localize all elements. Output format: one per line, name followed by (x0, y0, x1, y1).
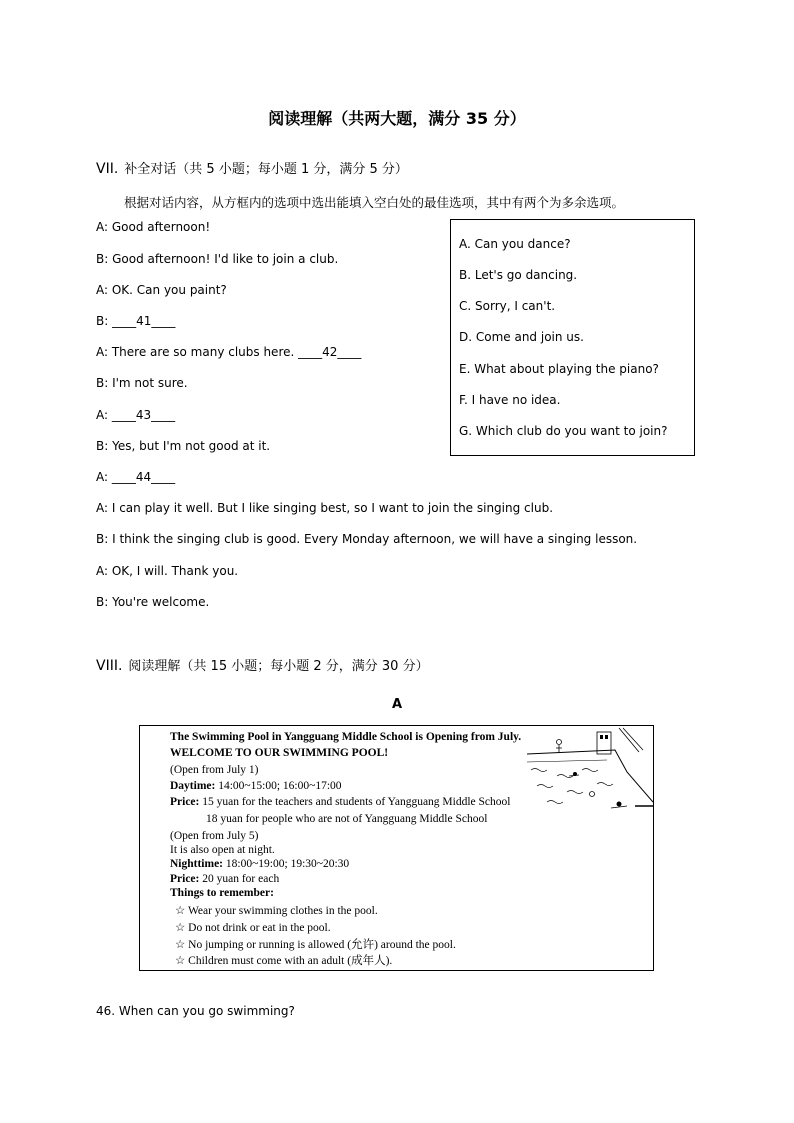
dialogue-line: A: OK. Can you paint? (96, 283, 227, 297)
notice-rule: ☆ Children must come with an adult (成年人). (175, 955, 393, 967)
notice-price-2: 18 yuan for people who are not of Yangguang Middle School (206, 813, 488, 825)
section-7-title: 补全对话（共 5 小题；每小题 1 分，满分 5 分） (124, 162, 408, 177)
section-7-instruction: 根据对话内容，从方框内的选项中选出能填入空白处的最佳选项，其中有两个为多余选项。 (124, 195, 625, 210)
dialogue-line: B: I think the singing club is good. Every Monday afternoon, we will have a singing lesson. (96, 532, 638, 546)
notice-rule: ☆ Wear your swimming clothes in the pool. (175, 905, 378, 917)
passage-label: A (391, 697, 403, 712)
price-label: Price: (170, 796, 200, 808)
dialogue-blank-43: A: ____43____ (96, 408, 176, 422)
dialogue-blank-41: B: ____41____ (96, 314, 176, 328)
swimming-pool-illustration (527, 726, 653, 816)
notice-daytime (170, 780, 342, 792)
notice-headline: The Swimming Pool in Yangguang Middle School is Opening from July. (170, 731, 522, 743)
dialogue-line: B: Good afternoon! I'd like to join a club. (96, 252, 339, 266)
swimming-pool-notice (139, 725, 654, 971)
option-c: C. Sorry, I can't. (459, 299, 556, 313)
nighttime-value: 18:00~19:00; 19:30~20:30 (225, 858, 350, 870)
option-d: D. Come and join us. (459, 330, 584, 344)
price-value-1: 15 yuan for the teachers and students of Yangguang Middle School (202, 796, 511, 808)
nighttime-label: Nighttime: (170, 858, 224, 870)
option-b: B. Let's go dancing. (459, 268, 578, 282)
dialogue-line: B: You're welcome. (96, 595, 210, 609)
section-8-number: VIII. (96, 658, 123, 674)
option-e: E. What about playing the piano? (459, 362, 659, 376)
daytime-value: 14:00~15:00; 16:00~17:00 (218, 780, 342, 792)
dialogue-line: B: I'm not sure. (96, 376, 188, 390)
notice-price-3 (170, 873, 279, 885)
section-8-title: 阅读理解（共 15 小题；每小题 2 分，满分 30 分） (128, 659, 429, 674)
daytime-label: Daytime: (170, 780, 216, 792)
options-box (450, 219, 695, 456)
notice-rule: ☆ Do not drink or eat in the pool. (175, 922, 331, 934)
price-value-3: 20 yuan for each (202, 873, 280, 885)
dialogue-blank-42: A: There are so many clubs here. ____42____ (96, 345, 362, 359)
notice-rule: ☆ No jumping or running is allowed (允许) around the pool. (175, 939, 456, 951)
notice-open-date-2: (Open from July 5) (170, 830, 259, 842)
question-46: 46. When can you go swimming? (96, 1004, 295, 1018)
option-g: G. Which club do you want to join? (459, 424, 668, 438)
notice-welcome: WELCOME TO OUR SWIMMING POOL! (170, 747, 389, 759)
section-8-heading (96, 655, 429, 674)
notice-nighttime (170, 858, 349, 870)
dialogue-blank-44: A: ____44____ (96, 470, 176, 484)
notice-things-label: Things to remember: (170, 887, 274, 899)
section-7-heading (96, 158, 408, 177)
dialogue-line: A: I can play it well. But I like singing best, so I want to join the singing club. (96, 501, 554, 515)
page-title: 阅读理解（共两大题，满分 35 分） (268, 109, 526, 128)
price-label-3: Price: (170, 873, 200, 885)
notice-price-1 (170, 796, 510, 808)
dialogue-line: A: Good afternoon! (96, 220, 211, 234)
dialogue-line: A: OK, I will. Thank you. (96, 564, 239, 578)
option-a: A. Can you dance? (459, 237, 571, 251)
notice-open-date-1: (Open from July 1) (170, 764, 259, 776)
notice-night-note: It is also open at night. (170, 844, 275, 856)
section-7-number: VII. (96, 161, 119, 177)
dialogue-line: B: Yes, but I'm not good at it. (96, 439, 271, 453)
option-f: F. I have no idea. (459, 393, 561, 407)
